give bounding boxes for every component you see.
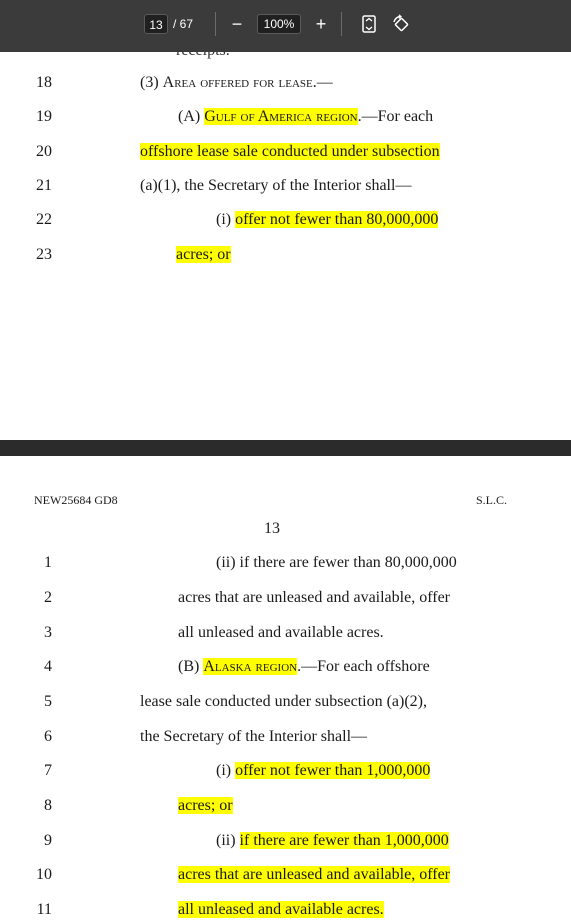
toolbar-divider	[341, 12, 342, 36]
text-line: offshore lease sale conducted under subsection	[140, 143, 440, 160]
line-number: 3	[44, 624, 52, 641]
doc-id: NEW25684 GD8	[34, 493, 118, 507]
page-number: 13	[264, 520, 280, 537]
line-number: 19	[36, 108, 52, 125]
section-heading-area-offered: (3) Area offered for lease.—	[140, 74, 333, 91]
line-number: 9	[44, 832, 52, 849]
pdf-page-13	[0, 456, 571, 920]
rotate-icon[interactable]	[391, 14, 411, 34]
text-line: (i) offer not fewer than 1,000,000	[216, 762, 431, 779]
line-number: 23	[36, 246, 52, 263]
text-line: acres that are unleased and available, offer	[178, 589, 450, 606]
text-line: acres; or	[176, 246, 231, 263]
line-number: 5	[44, 693, 52, 710]
text-line: lease sale conducted under subsection (a)(2),	[140, 693, 427, 710]
zoom-out-button[interactable]: −	[231, 14, 243, 34]
line-number: 8	[44, 797, 52, 814]
alaska-region-heading: Alaska region	[203, 658, 298, 675]
page-indicator	[144, 14, 193, 34]
line-number: 1	[44, 554, 52, 571]
zoom-level-input[interactable]: 100%	[257, 14, 301, 34]
text-line: acres that are unleased and available, offer	[178, 866, 450, 883]
line-number: 2	[44, 589, 52, 606]
text-line: the Secretary of the Interior shall—	[140, 728, 368, 745]
zoom-in-button[interactable]: +	[315, 14, 327, 34]
line-alaska-region: (B) Alaska region.—For each offshore	[178, 658, 430, 675]
page-input[interactable]: 13	[144, 14, 168, 34]
line-number: 4	[44, 658, 52, 675]
gulf-region-heading: Gulf of America region	[204, 108, 358, 125]
text-line: (a)(1), the Secretary of the Interior shall—	[140, 177, 412, 194]
text-line: (ii) if there are fewer than 80,000,000	[216, 554, 457, 571]
line-number: 22	[36, 211, 52, 228]
pdf-toolbar	[0, 0, 571, 52]
line-number: 7	[44, 762, 52, 779]
line-number: 11	[36, 901, 52, 918]
text-line: all unleased and available acres.	[178, 901, 384, 918]
line-number: 6	[44, 728, 52, 745]
page-gap	[0, 440, 571, 456]
pdf-page-12	[0, 0, 571, 440]
page-total: / 67	[173, 17, 194, 31]
line-number: 21	[36, 177, 52, 194]
slc-label: S.L.C.	[476, 493, 508, 507]
fit-page-icon[interactable]	[361, 15, 377, 33]
line-number: 20	[36, 143, 52, 160]
line-number: 10	[36, 866, 52, 883]
line-number: 18	[36, 74, 52, 91]
text-line: all unleased and available acres.	[178, 624, 384, 641]
line-gulf-region: (A) Gulf of America region.—For each	[178, 108, 434, 125]
toolbar-divider	[215, 12, 216, 36]
text-line: (i) offer not fewer than 80,000,000	[216, 211, 439, 228]
text-line: (ii) if there are fewer than 1,000,000	[216, 832, 449, 849]
text-line: acres; or	[178, 797, 233, 814]
